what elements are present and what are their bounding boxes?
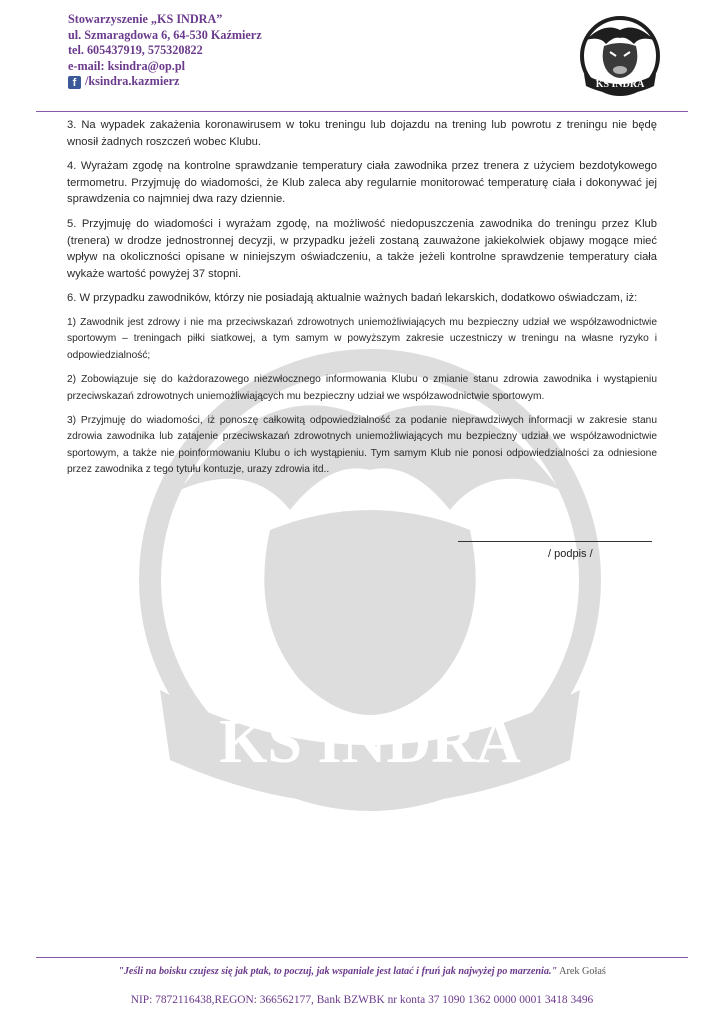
org-name: Stowarzyszenie „KS INDRA” — [68, 12, 223, 26]
signature-label: / podpis / — [548, 548, 593, 560]
subpoint-2: 2) Zobowiązuje się do każdorazowego niezwłocznego informowania Klubu o zmianie stanu zdrowia zawodnika i wystąpieniu przeciwskazań zdrowotnych uniemożliwiających mu bezpieczny udział we współzawodnictwie sportowym. — [67, 374, 657, 402]
footer-quote — [0, 966, 724, 977]
org-phone: tel. 605437919, 575320822 — [68, 43, 203, 58]
logo-text: KS INDRA — [595, 79, 645, 90]
footer-divider — [36, 957, 688, 958]
paragraph-4: 4. Wyrażam zgodę na kontrolne sprawdzanie temperatury ciała zawodnika przez trenera z użyciem bezdotykowego termometru. Przyjmuję do wiadomości, że Klub zaleca aby regularnie monitorować temperaturę ciała i dokonywać jej sprawdzenia co najmniej dwa razy dziennie. — [67, 160, 657, 206]
paragraph-6: 6. W przypadku zawodników, którzy nie posiadają aktualnie ważnych badań lekarskich, dodatkowo oświadczam, iż: — [67, 292, 638, 305]
quote-author: Arek Gołaś — [559, 966, 606, 977]
org-address: ul. Szmaragdowa 6, 64-530 Kaźmierz — [68, 27, 262, 42]
paragraph-3: 3. Na wypadek zakażenia koronawirusem w toku treningu lub dojazdu na trening lub powrotu z treningu nie będę wnosił żadnych roszczeń wobec Klubu. — [67, 119, 657, 148]
header-divider — [36, 111, 688, 112]
quote-text: "Jeśli na boisku czujesz się jak ptak, to poczuj, jak wspaniale jest latać i fruń jak najwyżej po marzenia." — [118, 966, 558, 977]
club-logo — [574, 12, 666, 100]
footer-company-info: NIP: 7872116438,REGON: 366562177, Bank BZWBK nr konta 37 1090 1362 0000 0001 3418 3496 — [130, 994, 594, 1006]
signature-line — [458, 541, 652, 542]
facebook-icon: f — [68, 76, 81, 89]
facebook-handle: /ksindra.kazmierz — [85, 74, 180, 89]
subpoint-3: 3) Przyjmuję do wiadomości, iż ponoszę całkowitą odpowiedzialność za podanie nieprawdziwych informacji w zakresie stanu zdrowia zawodnika lub zatajenie przeciwskazań zdrowotnych uniemożliwiających mu bezpieczny udział we współzawodnictwie sportowym, a także nie poinformowaniu Klubu o ich wystąpieniu. Tym samym Klub nie ponosi odpowiedzialności za odniesione przez zawodnika z tego tytułu kontuzje, urazy zdrowia itd.. — [67, 414, 657, 476]
paragraph-5: 5. Przyjmuję do wiadomości i wyrażam zgodę, na możliwość niedopuszczenia zawodnika do treningu przez Klub (trenera) w drodze jednostronnej decyzji, w przypadku jeżeli zostaną zauważone jakiekolwiek objawy mogące mieć wpływ na okoliczności opisane w niniejszym oświadczeniu, a także jeżeli kontrolne sprawdzenie temperatury ciała wykaże wartość powyżej 37 stopni. — [67, 217, 657, 280]
watermark-text: KS INDRA — [219, 708, 521, 776]
org-facebook[interactable] — [68, 74, 179, 90]
org-email[interactable]: e-mail: ksindra@op.pl — [68, 58, 185, 73]
subpoint-1: 1) Zawodnik jest zdrowy i nie ma przeciwskazań zdrowotnych uniemożliwiających mu bezpieczny udział we współzawodnictwie sportowym – treningach piłki siatkowej, a tym samym w powyższym zakresie uczestniczy w treningu na własne ryzyko i odpowiedzialność; — [67, 316, 657, 361]
declaration-body — [67, 117, 657, 487]
